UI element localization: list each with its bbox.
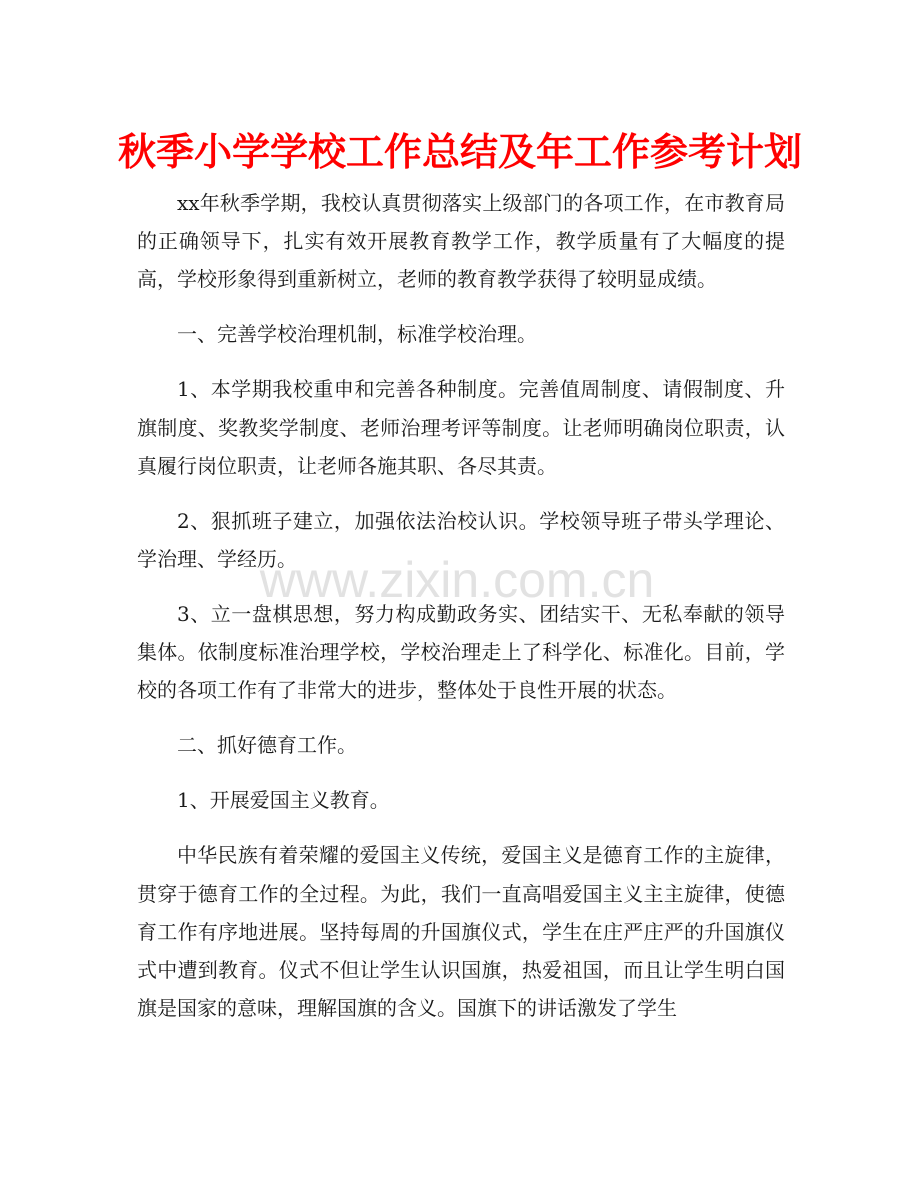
paragraph-patriotism: 中华民族有着荣耀的爱国主义传统，爱国主义是德育工作的主旋律，贯穿于德育工作的全过程。为此，我们一直高唱爱国主义主主旋律，使德育工作有序地进展。坚持每周的升国旗仪式，学生在庄严庄严的升国旗仪式中遭到教育。仪式不但让学生认识国旗，热爱祖国，而且让学生明白国旗是国家的意味，理解国旗的含义。国旗下的讲话激发了学生	[137, 843, 785, 1021]
document-body	[137, 184, 785, 1044]
document-title: 秋季小学学校工作总结及年工作参考计划	[117, 130, 802, 174]
paragraph-item-2: 2、狠抓班子建立，加强依法治校认识。学校领导班子带头学理论、学治理、学经历。	[137, 508, 785, 572]
watermark-text: www.zixin.com.cn	[259, 552, 655, 608]
subheading-patriotic-education: 1、开展爱国主义教育。	[177, 788, 390, 813]
paragraph-intro: xx年秋季学期，我校认真贯彻落实上级部门的各项工作，在市教育局的正确领导下，扎实有效开展教育教学工作，教学质量有了大幅度的提高，学校形象得到重新树立，老师的教育教学获得了较明显成绩。	[137, 191, 785, 292]
section-heading-moral-education: 二、抓好德育工作。	[177, 733, 357, 758]
section-heading-management: 一、完善学校治理机制，标准学校治理。	[177, 322, 537, 347]
paragraph-item-3: 3、立一盘棋思想，努力构成勤政务实、团结实干、无私奉献的领导集体。依制度标准治理学校，学校治理走上了科学化、标准化。目前，学校的各项工作有了非常大的进步，整体处于良性开展的状态。	[137, 602, 785, 703]
paragraph-item-1: 1、本学期我校重申和完善各种制度。完善值周制度、请假制度、升旗制度、奖教奖学制度、老师治理考评等制度。让老师明确岗位职责，认真履行岗位职责，让老师各施其职、各尽其责。	[137, 377, 785, 478]
